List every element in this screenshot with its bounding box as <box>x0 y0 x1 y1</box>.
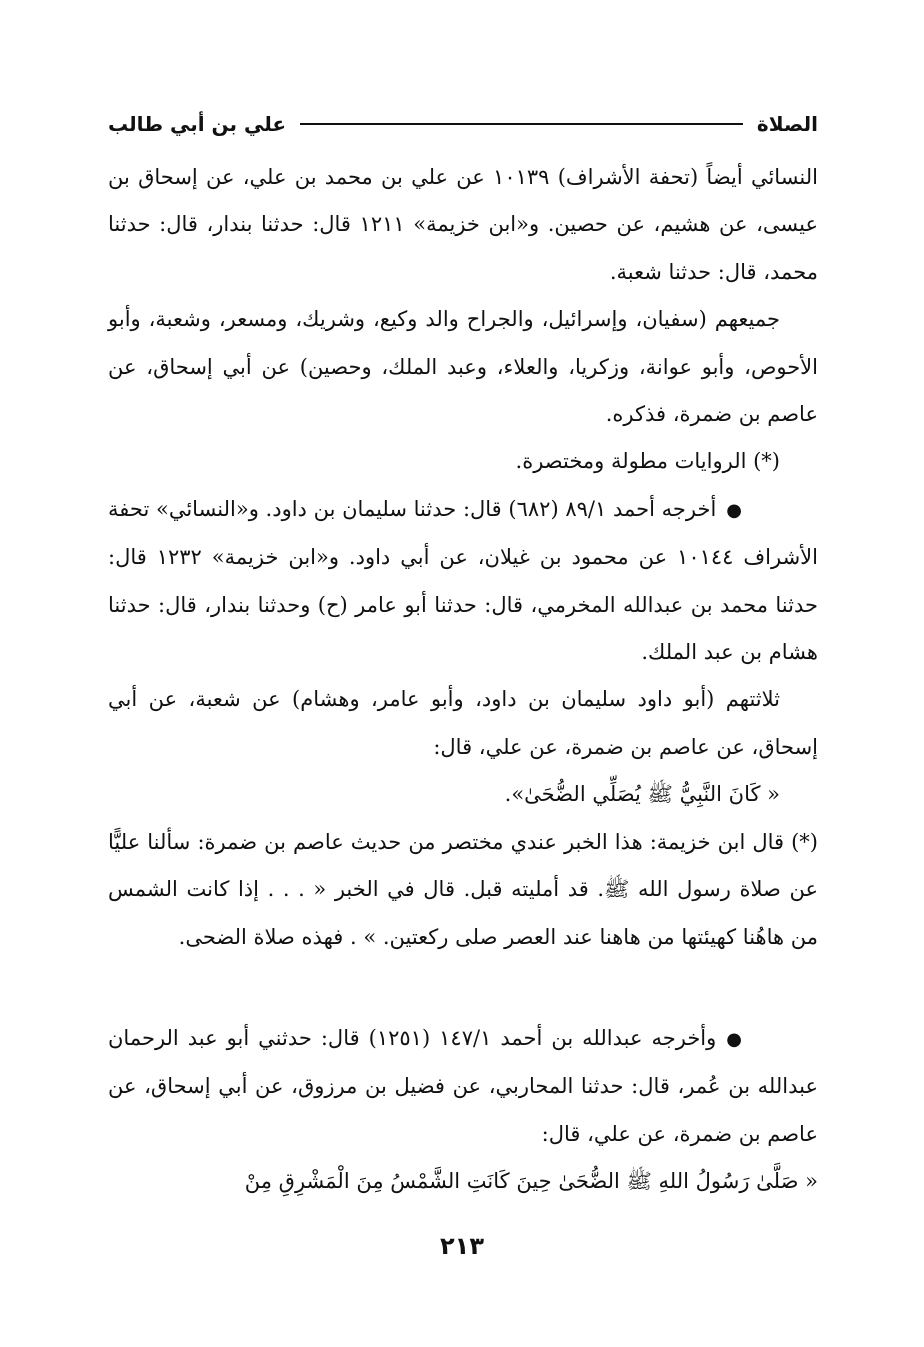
page-number: ٢١٣ <box>440 1232 484 1260</box>
hadith-text-duha: « كَانَ النَّبِيُّ ﷺ يُصَلِّي الضُّحَىٰ». <box>504 782 780 807</box>
book-page <box>108 104 818 1206</box>
paragraph-narrators-list: جميعهم (سفيان، وإسرائيل، والجراح والد وكيع، وشريك، ومسعر، وشعبة، وأبو الأحوص، وأبو عوانة، وزكريا، والعلاء، وعبد الملك، وحصين) عن أبي إسحاق، عن عاصم بن ضمرة، فذكره. <box>108 307 818 427</box>
paragraph-riwayat-note: (*) الروايات مطولة ومختصرة. <box>515 449 780 474</box>
bullet-marker: ● <box>726 1028 742 1050</box>
paragraph-ahmad-text: أخرجه أحمد ٨٩/١ (٦٨٢) قال: حدثنا سليمان بن داود. و«النسائي» تحفة الأشراف ١٠١٤٤ عن محمود بن غيلان، عن أبي داود. و«ابن خزيمة» ١٢٣٢ قال: حدثنا محمد بن عبدالله المخرمي، قال: حدثنا أبو عامر (ح) وحدثنا بندار، قال: حدثنا هشام بن عبد الملك. <box>108 496 818 665</box>
running-head <box>108 104 818 144</box>
paragraph-nasai-ibn-khuzaymah: النسائي أيضاً (تحفة الأشراف) ١٠١٣٩ عن علي بن محمد بن علي، عن إسحاق بن عيسى، عن هشيم، عن حصين. و«ابن خزيمة» ١٢١١ قال: حدثنا بندار، قال: حدثنا محمد، قال: حدثنا شعبة. <box>108 165 819 284</box>
hadith-text-sunrise: « صَلَّىٰ رَسُولُ اللهِ ﷺ الضُّحَىٰ حِينَ كَانَتِ الشَّمْسُ مِنَ الْمَشْرِقِ مِنْ <box>244 1169 818 1194</box>
body-text <box>108 154 818 1206</box>
bullet-marker: ● <box>726 499 742 521</box>
header-author-title: علي بن أبي طالب <box>108 112 287 136</box>
paragraph-abdullah-takhrij <box>108 1015 818 1158</box>
header-rule <box>300 123 743 125</box>
paragraph-abdullah-text: وأخرجه عبدالله بن أحمد ١٤٧/١ (١٢٥١) قال: حدثني أبو عبد الرحمان عبدالله بن عُمر، قال: حدثنا المحاربي، عن فضيل بن مرزوق، عن أبي إسحاق، عن عاصم بن ضمرة، عن علي، قال: <box>108 1025 818 1146</box>
header-section-title: الصلاة <box>756 112 818 136</box>
paragraph-ibn-khuzaymah-note: (*) قال ابن خزيمة: هذا الخبر عندي مختصر من حديث عاصم بن ضمرة: سألنا عليًّا عن صلاة رسول الله ﷺ. قد أمليته قبل. قال في الخبر « . . . إذا كانت الشمس من هاهُنا كهيئتها من هاهنا عند العصر صلى ركعتين. » . فهذه صلاة الضحى. <box>108 829 818 949</box>
paragraph-ahmad-takhrij <box>108 486 818 677</box>
paragraph-three-narrators: ثلاثتهم (أبو داود سليمان بن داود، وأبو عامر، وهشام) عن شعبة، عن أبي إسحاق، عن عاصم بن ضمرة، عن علي، قال: <box>108 687 818 759</box>
